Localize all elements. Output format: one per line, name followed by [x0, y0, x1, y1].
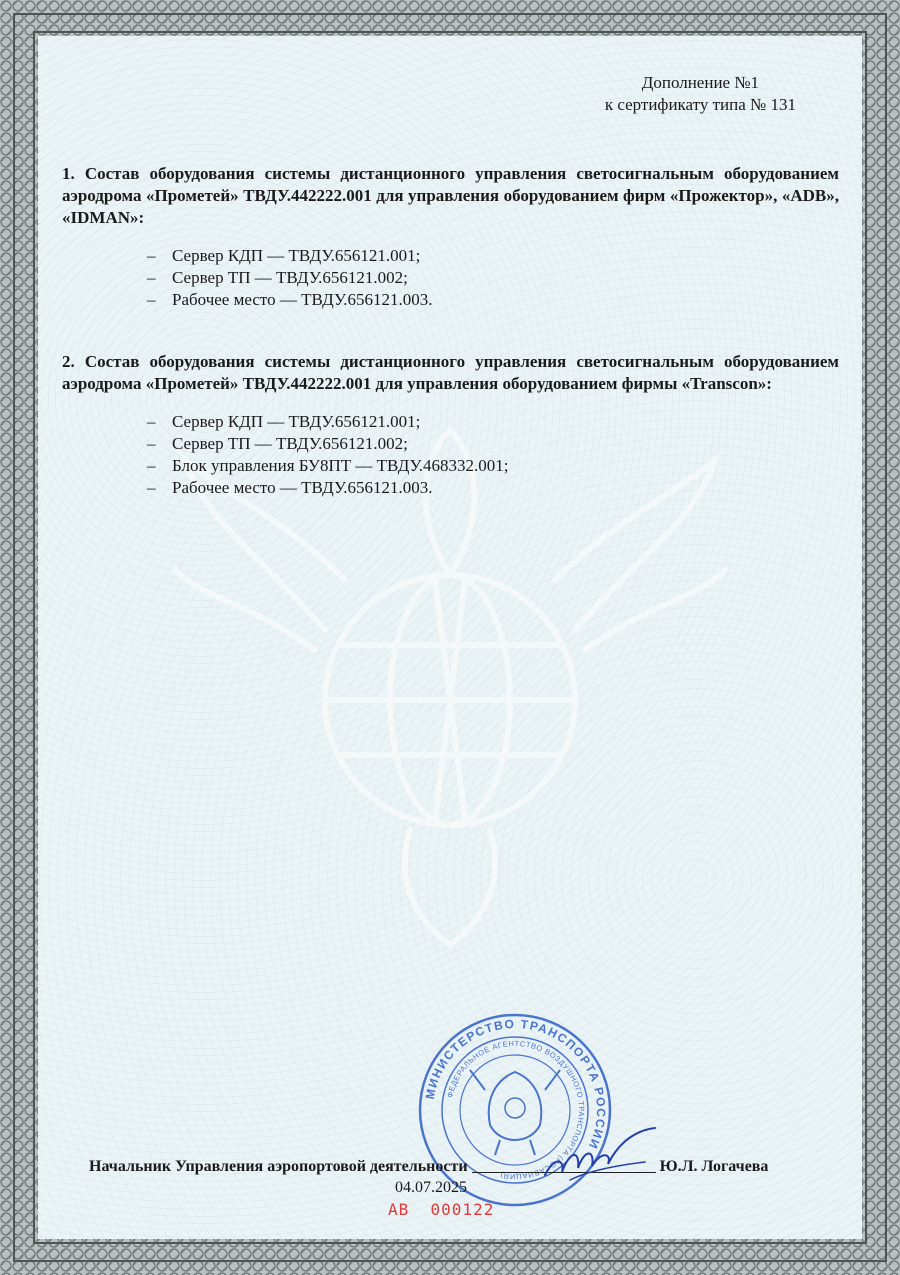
signatory-position: Начальник Управления аэропортовой деятельности: [89, 1158, 468, 1175]
list-item: – Сервер КДП — ТВДУ.656121.001;: [147, 246, 421, 265]
list-dash: –: [147, 268, 156, 287]
section-1-list: [62, 245, 839, 311]
serial-number: [388, 1200, 494, 1219]
section-1-heading: 1. Состав оборудования системы дистанционного управления светосигнальным оборудованием аэродрома «Прометей» ТВДУ.442222.001 для управления оборудованием фирм «Прожектор», «ADB», «IDMAN»:: [62, 164, 839, 227]
list-dash: –: [147, 246, 156, 265]
section-2-list: [62, 411, 839, 499]
signatory-name: Ю.Л. Логачева: [659, 1158, 769, 1175]
svg-text:МИНИСТЕРСТВО ТРАНСПОРТА РОССИИ: МИНИСТЕРСТВО ТРАНСПОРТА РОССИИ: [422, 1016, 609, 1152]
list-dash: –: [147, 478, 156, 497]
svg-text:ФЕДЕРАЛЬНОЕ АГЕНТСТВО ВОЗДУШНО: ФЕДЕРАЛЬНОЕ АГЕНТСТВО ВОЗДУШНОГО ТРАНСПОРТА (РОСАВИАЦИЯ): [445, 1038, 587, 1182]
list-dash: –: [147, 456, 156, 475]
appendix-title: Дополнение №1: [641, 73, 760, 92]
serial-digits: 000122: [430, 1200, 495, 1219]
appendix-subtitle: к сертификату типа № 131: [604, 95, 796, 114]
list-item: – Сервер ТП — ТВДУ.656121.002;: [147, 434, 408, 453]
list-dash: –: [147, 290, 156, 309]
list-dash: –: [147, 434, 156, 453]
handwritten-signature: [540, 1120, 660, 1190]
signatory-line: [89, 1158, 768, 1176]
list-item: – Сервер ТП — ТВДУ.656121.002;: [147, 268, 408, 287]
list-item: – Рабочее место — ТВДУ.656121.003.: [147, 290, 433, 309]
section-2: [62, 351, 839, 499]
section-1: [62, 163, 839, 311]
section-2-heading: 2. Состав оборудования системы дистанционного управления светосигнальным оборудованием аэродрома «Прометей» ТВДУ.442222.001 для управления оборудованием фирмы «Transcon»:: [62, 352, 839, 393]
issue-date: 04.07.2025: [395, 1179, 467, 1196]
appendix-header: [605, 72, 796, 116]
list-item: – Блок управления БУ8ПТ — ТВДУ.468332.001;: [147, 456, 509, 475]
list-item: – Рабочее место — ТВДУ.656121.003.: [147, 478, 433, 497]
list-dash: –: [147, 412, 156, 431]
serial-series: АВ: [388, 1200, 410, 1219]
list-item: – Сервер КДП — ТВДУ.656121.001;: [147, 412, 421, 431]
